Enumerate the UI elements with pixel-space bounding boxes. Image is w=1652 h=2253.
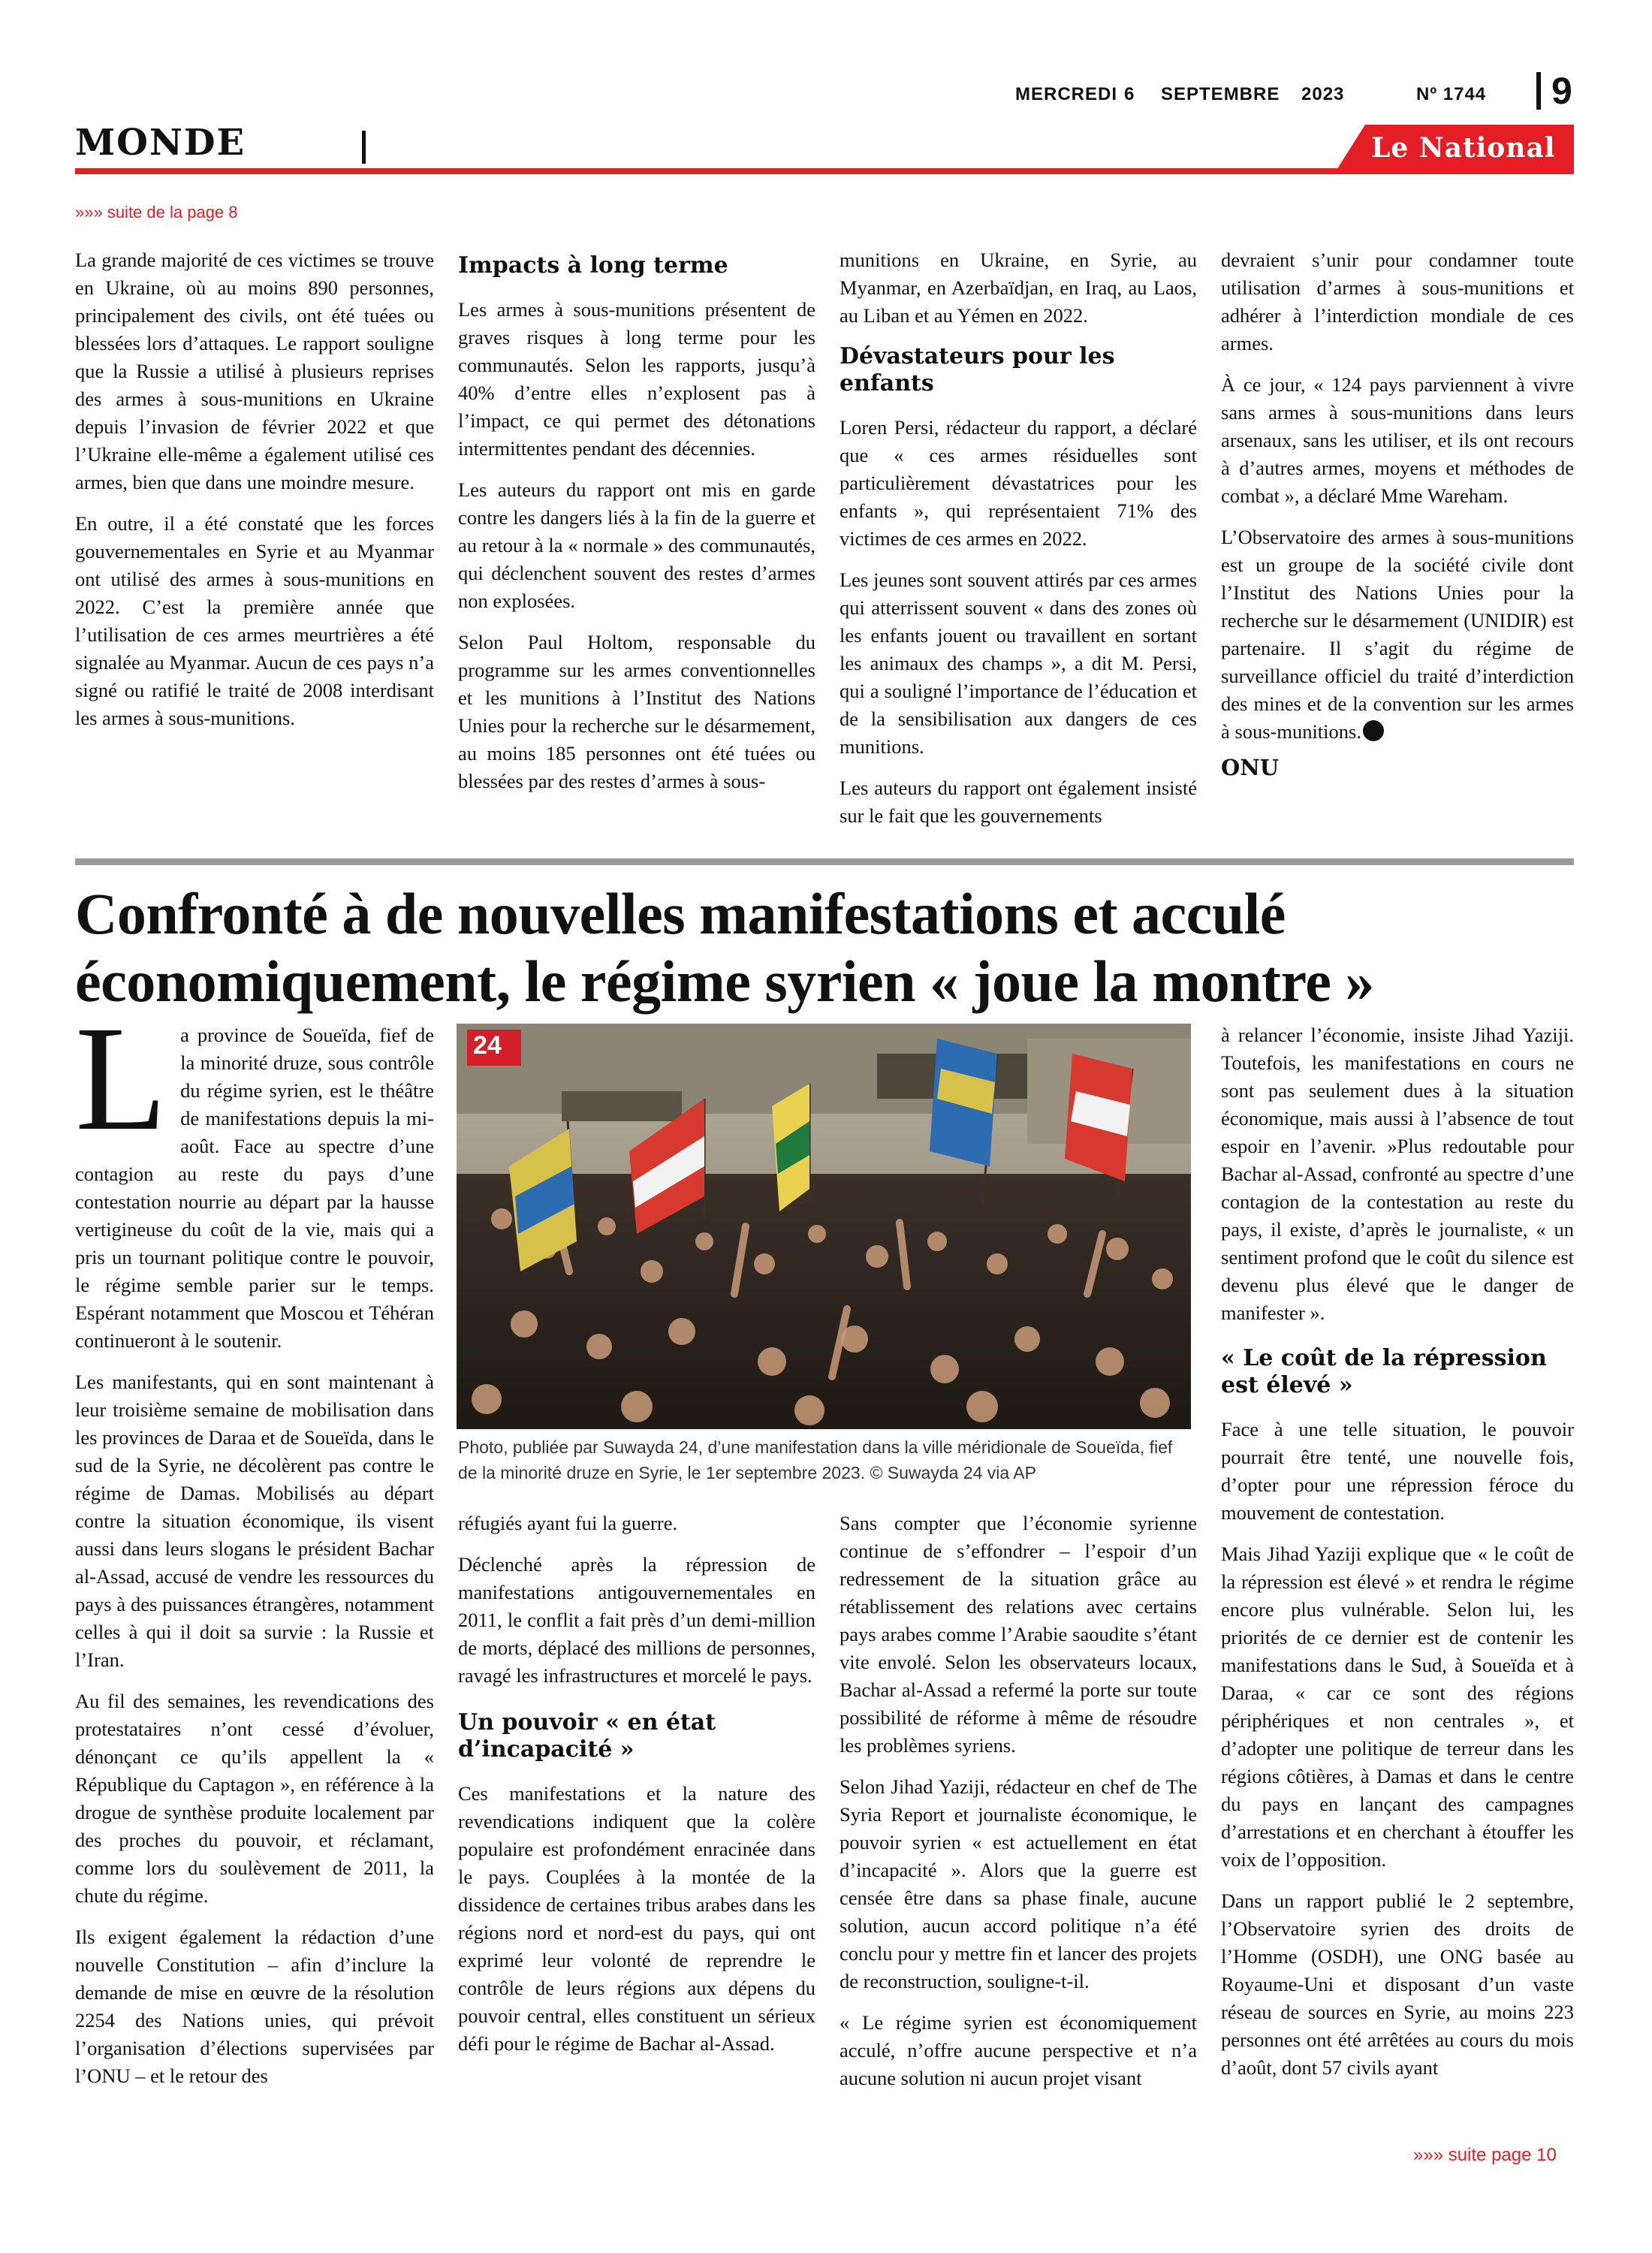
paragraph: Les manifestants, qui en sont maintenant à leur troisième semaine de mobilisation dans les provinces de Daraa et de Soueïda, dans le sud de la Syrie, ne décolèrent pas contre le régime de Damas. Mobilisés au départ contre la situation économique, ils visent aussi dans leurs slogans le président Bachar al-Assad, accusé de vendre les ressources du pays à des puissances étrangères, notamment celles à qui il doit sa survie : la Russie et l’Iran.: [75, 1371, 434, 1671]
paragraph: à relancer l’économie, insiste Jihad Yaziji. Toutefois, les manifestations en cours ne sont pas seulement dues à la situation économique, mais aussi à l’absence de tout espoir en l’avenir. »Plus redoutable pour Bachar al-Assad, confronté au spectre d’une contagion de la contestation au reste du pays, il existe, d’après le journaliste, « un sentiment profond que le coût du silence est devenu plus élevé que le danger de manifester ».: [1221, 1024, 1574, 1324]
header-month: SEPTEMBRE: [1161, 84, 1280, 104]
header-day: 6: [1124, 84, 1135, 104]
paragraph: Selon Jihad Yaziji, rédacteur en chef de The Syria Report et journaliste économique, le pouvoir syrien « est actuellement en état d’incapacité ». Alors que la guerre est censée être dans sa phase finale, aucune solution, aucun accord politique n’a été conclu pour y mettre fin et lancer des projets de reconstruction, souligne-t-il.: [840, 1775, 1197, 1992]
header-issue: Nº 1744: [1416, 84, 1487, 104]
article-signature: ONU: [1221, 755, 1280, 780]
paragraph: munitions en Ukraine, en Syrie, au Myanmar, en Azerbaïdjan, en Iraq, au Laos, au Liban et au Yémen en 2022.: [840, 249, 1197, 327]
photo-caption: Photo, publiée par Suwayda 24, d’une manifestation dans la ville méridionale de Soueïda, fief de la minorité druze en Syrie, le 1er septembre 2023. © Suwayda 24 via AP: [458, 1437, 1173, 1482]
paragraph: Les auteurs du rapport ont mis en garde contre les dangers liés à la fin de la guerre et au retour à la « normale » des communautés, qui déclenchent souvent des restes d’armes non explosées.: [458, 478, 815, 612]
paragraph: Sans compter que l’économie syrienne continue de s’effondrer – l’espoir d’un redressement de la situation grâce au rétablissement des relations avec certains pays arabes comme l’Arabie saoudite s’étant vite envolé. Selon les observateurs locaux, Bachar al-Assad a refermé la porte sur toute possibilité de réforme à même de résoudre les problèmes syriens.: [840, 1512, 1197, 1757]
paragraph: Selon Paul Holtom, responsable du programme sur les armes conventionnelles et les munitions à l’Institut des Nations Unies pour la recherche sur le désarmement, au moins 185 personnes ont été tuées ou blessées par des restes d’armes à sous-: [458, 631, 815, 792]
top-article-col-1: [75, 246, 434, 746]
drop-cap: L: [75, 996, 167, 1162]
subheading: Un pouvoir « en état d’incapacité »: [458, 1709, 716, 1763]
page-number: 9: [1551, 70, 1572, 112]
top-article-col-2: [458, 248, 815, 809]
continued-to-link[interactable]: »»» suite page 10: [1413, 2145, 1557, 2165]
paragraph: La grande majorité de ces victimes se trouve en Ukraine, où au moins 890 personnes, principalement des civils, ont été tuées ou blessées lors d’attaques. Le rapport souligne que la Russie a utilisé à plusieurs reprises des armes à sous-munitions en Ukraine depuis l’invasion de février 2022 et que l’Ukraine elle-même a également utilisé ces armes, bien que dans une moindre mesure.: [75, 249, 434, 493]
paragraph-text: L’Observatoire des armes à sous-munitions est un groupe de la société civile dont l’Institut des Nations Unies pour la recherche sur le désarmement (UNIDIR) est partenaire. Il s’agit du régime de surveillance officiel du traité d’interdiction des mines et de la convention sur les armes à sous-munitions.: [1221, 526, 1574, 743]
paragraph: Les jeunes sont souvent attirés par ces armes qui atterrissent souvent « dans des zones où les enfants jouent ou travaillent en sortant les animaux des champs », a dit M. Persi, qui a souligné l’importance de l’éducation et de la sensibilisation aux dangers de ces munitions.: [840, 569, 1197, 758]
photo-badge: 24: [473, 1031, 502, 1060]
paragraph: Mais Jihad Yaziji explique que « le coût de la répression est élevé » et rendra le régime encore plus vulnérable. Selon lui, les priorités de ce dernier est de contenir les manifestations dans le Sud, à Soueïda et à Daraa, « car ce sont des régions périphériques et non centrales », et d’adopter une politique de terreur dans les régions côtières, à Damas et dans le centre du pays en lançant des campagnes d’arrestations et en cherchant à étouffer les voix de l’opposition.: [1221, 1543, 1574, 1871]
top-article-col-4: [1221, 246, 1574, 780]
main-article-col-2: [458, 1510, 815, 2071]
section-title: MONDE: [75, 122, 246, 164]
paragraph: À ce jour, « 124 pays parviennent à vivre sans armes à sous-munitions dans leurs arsenaux, sans les utiliser, et ils ont recours à d’autres armes, moyens et méthodes de combat », a déclaré Mme Wareham.: [1221, 373, 1574, 507]
paragraph: réfugiés ayant fui la guerre.: [458, 1512, 678, 1534]
lead-paragraph: [75, 996, 434, 1355]
end-of-article-icon: [1363, 720, 1384, 741]
paragraph: Les auteurs du rapport ont également insisté sur le fait que les gouvernements: [840, 777, 1197, 827]
header-separator: [1536, 72, 1541, 110]
paragraph: Au fil des semaines, les revendications des protestataires n’ont cessé d’évoluer, dénonçant ce qu’ils appellent la « République du Captagon », en référence à la drogue de synthèse produite localement par des proches du pouvoir, et réclamant, comme lors du soulèvement de 2011, la chute du régime.: [75, 1690, 434, 1907]
paragraph: Déclenché après la répression de manifestations antigouvernementales en 2011, le conflit a fait près d’un demi-million de morts, déplacé des millions de personnes, ravagé les infrastructures et morcelé le pays.: [458, 1553, 815, 1687]
continued-from-link[interactable]: »»» suite de la page 8: [75, 203, 238, 222]
main-article-col-1: [75, 996, 434, 2104]
paragraph: [1221, 523, 1574, 746]
paragraph: Face à une telle situation, le pouvoir pourrait être tenté, une nouvelle fois, d’opter pour une répression féroce du mouvement de contestation.: [1221, 1418, 1574, 1524]
headline: Confronté à de nouvelles manifestations et acculé économiquement, le régime syrien « joue la montre »: [75, 881, 1374, 1014]
header-red-rule: [75, 168, 1574, 174]
header-year: 2023: [1301, 84, 1345, 104]
lead-text: a province de Soueïda, fief de la minorité druze, sous contrôle du régime syrien, est le théâtre de manifestations depuis la mi-août. Face au spectre d’une contagion au reste du pays d’une contestation nourrie au départ par la hausse vertigineuse du coût de la vie, mais qui a pris un tournant politique contre le pouvoir, le régime semble parier sur le temps. Espérant notamment que Moscou et Téhéran continueront à le soutenir.: [75, 1024, 434, 1352]
paragraph: En outre, il a été constaté que les forces gouvernementales en Syrie et au Myanmar ont utilisé des armes à sous-munitions en 2022. C’est la première année que l’utilisation de ces armes meurtrières a été signalée au Myanmar. Aucun de ces pays n’a signé ou ratifié le traité de 2008 interdisant les armes à sous-munitions.: [75, 512, 434, 729]
paragraph: « Le régime syrien est économiquement acculé, n’offre aucune perspective et n’a aucune solution ni aucun projet visant: [840, 2011, 1197, 2089]
section-separator: [362, 131, 366, 164]
paragraph: Ces manifestations et la nature des revendications indiquent que la colère populaire est profondément enracinée dans le pays. Couplées à la montée de la dissidence de certaines tribus arabes dans les régions nord et nord-est du pays, qui ont exprimé leur volonté de reprendre le contrôle de leurs régions aux dépens du pouvoir central, elles constituent un sérieux défi pour le régime de Bachar al-Assad.: [458, 1782, 815, 2055]
paragraph: devraient s’unir pour condamner toute utilisation d’armes à sous-munitions et adhérer à l’interdiction mondiale de ces armes.: [1221, 249, 1574, 354]
subheading: « Le coût de la répression est élevé »: [1221, 1345, 1547, 1398]
paragraph: Dans un rapport publié le 2 septembre, l’Observatoire syrien des droits de l’Homme (OSDH), une ONG basée au Royaume-Uni et disposant d’un vaste réseau de sources en Syrie, au moins 223 personnes ont été arrêtées au cours du mois d’août, dont 57 civils ayant: [1221, 1890, 1574, 2079]
article-divider: [75, 858, 1574, 865]
paragraph: Ils exigent également la rédaction d’une nouvelle Constitution – afin d’inclure la demande de mise en œuvre de la résolution 2254 des Nations unies, qui prévoit l’organisation d’élections supervisées par l’ONU – et le retour des: [75, 1926, 434, 2087]
top-article-col-3: [840, 246, 1197, 843]
paragraph: Les armes à sous-munitions présentent de graves risques à long terme pour les communautés. Selon les rapports, jusqu’à 40% d’entre elles n’explosent pas à l’impact, ce qui permet des détonations intermittentes pendant des décennies.: [458, 298, 815, 460]
brand-name: Le National: [1371, 132, 1556, 164]
subheading: Dévastateurs pour les enfants: [840, 343, 1115, 397]
subheading: Impacts à long terme: [458, 252, 728, 279]
main-article-col-3: [840, 1510, 1197, 2106]
protest-photo: [457, 1024, 1191, 1429]
header-weekday: MERCREDI: [1015, 84, 1118, 104]
main-article-col-4: [1221, 1021, 1574, 2095]
paragraph: Loren Persi, rédacteur du rapport, a déclaré que « ces armes résiduelles sont particulièrement dévastatrices pour les enfants », qui représentaient 71% des victimes de ces armes en 2022.: [840, 416, 1197, 550]
